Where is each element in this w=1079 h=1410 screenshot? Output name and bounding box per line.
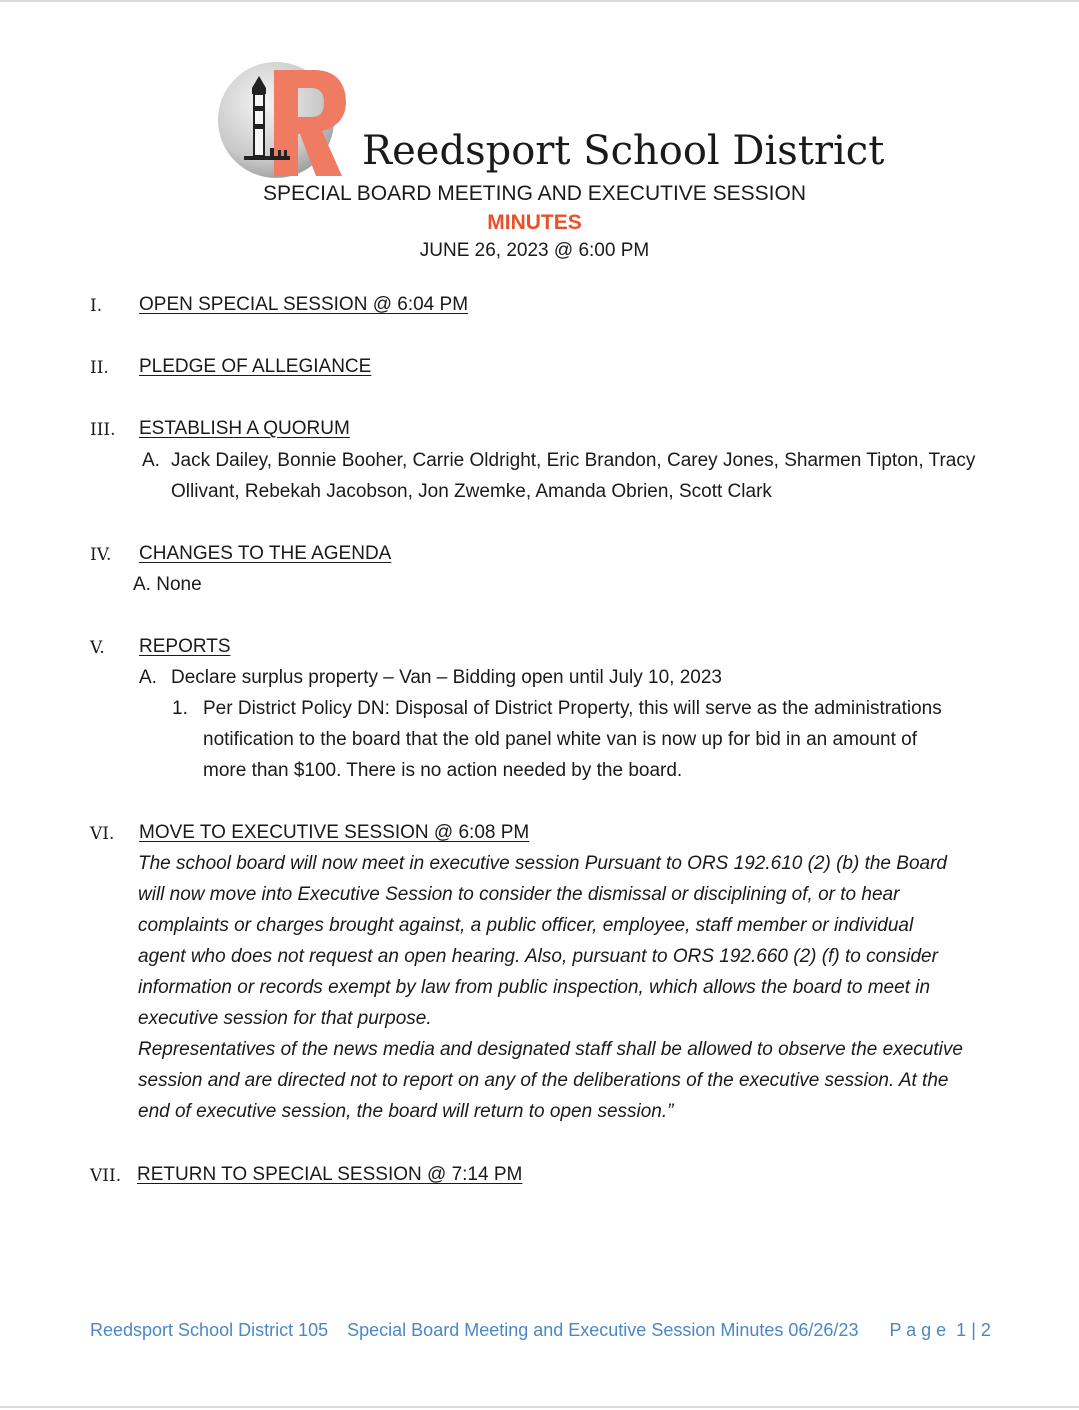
agenda-changes-item: A. None — [133, 574, 202, 595]
section-6-title: MOVE TO EXECUTIVE SESSION @ 6:08 PM — [139, 822, 530, 843]
section-5-title: REPORTS — [139, 636, 231, 657]
executive-session-text-line: session and are directed not to report on any of the deliberations of the executive session. At the — [138, 1070, 949, 1091]
page-footer — [90, 1320, 991, 1341]
bottom-scan-edge — [0, 1406, 1079, 1408]
report-subitem-line-2: notification to the board that the old panel white van is now up for bid in an amount of — [203, 729, 918, 750]
executive-session-text-line: end of executive session, the board will return to open session.” — [138, 1101, 674, 1122]
section-4-number: IV. — [90, 545, 112, 565]
report-item-surplus-van: Declare surplus property – Van – Bidding open until July 10, 2023 — [171, 667, 722, 688]
section-2-number: II. — [90, 358, 109, 378]
minutes-heading: MINUTES — [487, 211, 582, 234]
quorum-item-marker: A. — [142, 450, 160, 471]
executive-session-text-line: will now move into Executive Session to consider the dismissal or disciplining of, or to hear — [138, 884, 900, 905]
executive-session-text-line: agent who does not request an open hearing. Also, pursuant to ORS 192.660 (2) (f) to consider — [138, 946, 938, 967]
meeting-date: JUNE 26, 2023 @ 6:00 PM — [419, 240, 650, 261]
footer-district: Reedsport School District 105 — [90, 1320, 329, 1340]
meeting-title: SPECIAL BOARD MEETING AND EXECUTIVE SESSION — [262, 182, 807, 205]
quorum-attendees-line-2: Ollivant, Rebekah Jacobson, Jon Zwemke, Amanda Obrien, Scott Clark — [171, 481, 772, 502]
section-1-title: OPEN SPECIAL SESSION @ 6:04 PM — [139, 294, 469, 315]
report-subitem-line-3: more than $100. There is no action needed by the board. — [203, 760, 683, 781]
section-2-title: PLEDGE OF ALLEGIANCE — [139, 356, 372, 377]
section-5-number: V. — [90, 638, 105, 658]
section-7-title: RETURN TO SPECIAL SESSION @ 7:14 PM — [137, 1164, 523, 1185]
report-subitem-marker: 1. — [172, 698, 188, 719]
lighthouse-logo-icon — [216, 62, 348, 182]
footer-document-title: Special Board Meeting and Executive Session Minutes 06/26/23 — [347, 1320, 859, 1340]
executive-session-text-line: executive session for that purpose. — [138, 1008, 432, 1029]
executive-session-text-line: information or records exempt by law from public inspection, which allows the board to meet in — [138, 977, 931, 998]
quorum-attendees-line-1: Jack Dailey, Bonnie Booher, Carrie Oldright, Eric Brandon, Carey Jones, Sharmen Tipton, Tracy — [171, 450, 976, 471]
district-name: Reedsport School District — [362, 128, 885, 174]
footer-page-number: P a g e 1 | 2 — [889, 1320, 991, 1340]
section-3-title: ESTABLISH A QUORUM — [139, 418, 350, 439]
section-7-number: VII. — [90, 1166, 122, 1186]
report-item-marker: A. — [139, 667, 157, 688]
section-1-number: I. — [90, 296, 103, 316]
report-subitem-line-1: Per District Policy DN: Disposal of District Property, this will serve as the administrations — [203, 698, 942, 719]
section-4-title: CHANGES TO THE AGENDA — [139, 543, 392, 564]
section-3-number: III. — [90, 420, 116, 440]
top-scan-edge — [0, 0, 1079, 2]
executive-session-text-line: complaints or charges brought against, a public officer, employee, staff member or individual — [138, 915, 914, 936]
section-6-number: VI. — [90, 824, 115, 844]
executive-session-text-line: Representatives of the news media and designated staff shall be allowed to observe the executive — [138, 1039, 963, 1060]
executive-session-text-line: The school board will now meet in executive session Pursuant to ORS 192.610 (2) (b) the Board — [138, 853, 947, 874]
